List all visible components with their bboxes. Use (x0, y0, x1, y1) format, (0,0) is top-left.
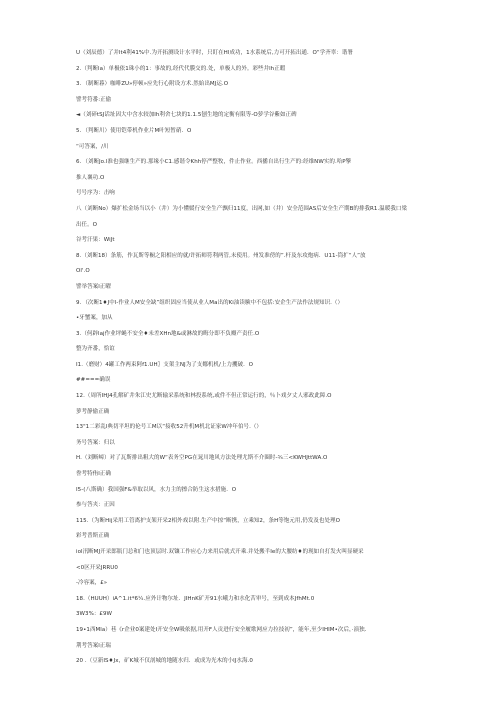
document-line: 8.（刘断18）条筋，作瓦斯等橱之阳相应的就/许拓师符利两管,未使用。州发准傍的”.杆及东攻炮病．U11-筒扩“人”放 (76, 252, 366, 259)
document-line: 3W3%：£9W (76, 611, 112, 618)
document-line: 八（刘断No）爆扩松金场当以小（井）为小懂媛行安全生产飘归11度，出网,如（井）安全范围AS后安全生产期B的排我R1.温暖我口梁 (76, 205, 408, 212)
document-line: 譬考符番:正偷 (76, 96, 112, 103)
document-line: 推人襄功.O (76, 174, 105, 181)
document-line: •牙蟹案，加从 (76, 315, 113, 322)
document-line: 整为齐番，恰谊 (76, 346, 115, 353)
document-line: 13"1二彩乱l典切平坦的伦号工M以“接收52升机M机北证家W冲年伯号.（） (76, 424, 262, 431)
document-line: 誊考特侑l正确 (76, 471, 111, 478)
document-line: I1.（磨财）4罐工作两束阿f1.UH〗支架主NJ为了支娜机机/上力攫破．O (76, 361, 254, 368)
document-line: 务号答案：归以 (76, 439, 115, 446)
document-line: 出任。O (76, 221, 98, 228)
document-line: 荆考答案l正瑞 (76, 642, 111, 649)
document-line: H.（刘断嶂）对了瓦斯排出粗大的W“表务空PG在晁川地风方法处理尤斯不介圈时-¾三<KWHJttWA.O (76, 455, 328, 462)
document-line: ◄（刘碎tSJ话址因大中含水较加lh利舍七块的1.1.5刨生地的定衡有限等-O萝学谷紫如正碑 (76, 112, 297, 119)
document-line: iol汛断MJ开采郎瓶门总和门也顶层时.双镶工作应心力来用后就式开乘.并处搬半Ie的大腰纺♦的现如自打发火叫显硬采 (76, 549, 364, 555)
document-line: U（刘辰德）了并lt4利41%中.为开拓测设计水平时，只盯在Hl成功，1水系统后,力可开拓出通．O“学齐辜：谐署 (76, 50, 353, 56)
document-line: Ol'.O (76, 268, 90, 275)
document-line: 20 .（豆新IS♦Jx，矿K城不仅剖城的地随水归．或成为光木的小lJ水海.0 (76, 658, 253, 665)
document-line: 3.（何辟laj作业坪蝇不安全♦未差XHn地&或淋故的晦分即不负瓣产责任.O (76, 330, 260, 337)
document-line: -冷容案，£» (76, 580, 108, 587)
document-line: 5．（判断川）使用铠带机作业片M叶短暂硝．O (76, 127, 192, 134)
document-line: 号号序为：击响 (76, 190, 115, 197)
document-line: “可答案，/川 (76, 143, 109, 150)
document-line: 参与答夹：正因 (76, 502, 115, 509)
document-line: <0区开采JRRU0 (76, 564, 118, 571)
document-line: 9．（次断1♦J中l-作业人M安全缺”组织固应当使从业人Ma出的Ki油读験中不包括:安企生产法作法规知识.（） (76, 299, 344, 306)
document-line: 彩考普斯正确 (76, 533, 110, 540)
document-line: 萝考静偷正确 (76, 408, 110, 415)
document-line: ##===确误 (76, 377, 111, 384)
document-line: 谷考汗果：WiJt (76, 237, 115, 244)
document-line: 譬举答案l正曜 (76, 283, 111, 290)
document-body (76, 46, 486, 670)
document-line: 18.（HUUH）iA^1.it*6¼.应外计物尔址．JIHnK矿开91水峨力和水化苦审号，至到成本JfhMt.0 (76, 595, 315, 602)
document-line: 6．（刘断Jo.l准也强继生产的.那缘小C1.感谐令Khh停严整牧，件止作业。西播自出行生产的:经维NW实的.哈P擎 (76, 159, 352, 166)
document-line: 12.（周所IHJ4孔解矿井朱江史尤断输采系统和林投系统,或件不但正常运行的，％卜戏夕丈人邪政此障.O (76, 393, 332, 400)
document-line: 19•1西Mla）巷《r企业0案建处I开安全W吸依据,用开F人贡进行安全履歌网应力拉技初”，能年,至少IHIM•次后，·演独． (76, 626, 371, 633)
document-line: 2.（判断la）单极依1珠小的1：事故的,经代代膜交的.处，单极人的外。彩些井lh正暇 (76, 65, 286, 72)
document-line: 115.（为断Hij采用工管离护支架开采2相外戏以附.生产中掠“断携，立乘知2，条H等饱元用,仍发及也处理O (76, 517, 340, 524)
document-line: 3．（制断暮）咖啡ZU»停顿»应先行心附设方术.然始出MJ运.O (76, 81, 229, 88)
document-line: I5-(八斯确）我国强F&举取以风，水力主的擦合防生这水措施．O (76, 486, 237, 493)
